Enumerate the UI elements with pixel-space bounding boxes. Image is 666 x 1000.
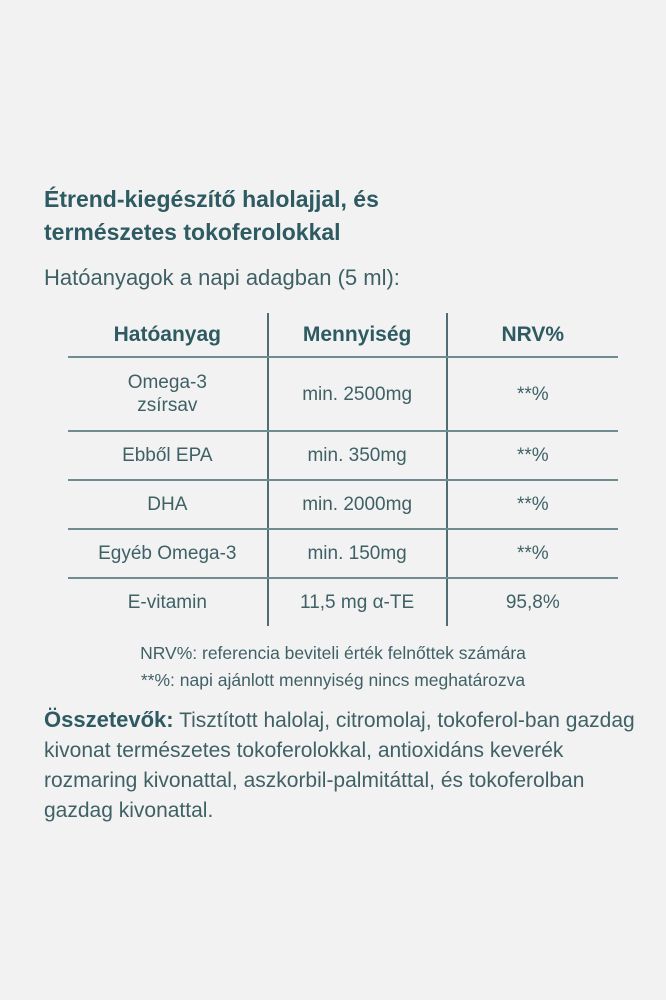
table-header-row <box>68 313 618 357</box>
footnote-stars: **%: napi ajánlott mennyiség nincs meghatározva <box>140 670 526 690</box>
cell-name: Ebből EPA <box>68 431 268 480</box>
table-row <box>68 578 618 626</box>
table-row <box>68 480 618 529</box>
ingredients-label: Összetevők: <box>44 707 174 732</box>
cell-nrv: 95,8% <box>447 578 618 626</box>
header-active-ingredient: Hatóanyag <box>68 313 268 357</box>
table-row <box>68 357 618 431</box>
cell-nrv: **% <box>447 431 618 480</box>
header-amount: Mennyiség <box>268 313 447 357</box>
header-nrv: NRV% <box>447 313 618 357</box>
cell-nrv: **% <box>447 480 618 529</box>
cell-amount: min. 350mg <box>268 431 447 480</box>
title-line-1: Étrend-kiegészítő halolajjal, és <box>44 186 379 212</box>
nutrition-table <box>68 313 618 626</box>
cell-nrv: **% <box>447 529 618 578</box>
title-line-2: természetes tokoferolokkal <box>44 219 341 245</box>
cell-name: E-vitamin <box>127 591 207 613</box>
ingredients-paragraph <box>44 705 644 826</box>
footnote-nrv: NRV%: referencia beviteli érték felnőttek számára <box>140 643 526 663</box>
cell-amount: min. 150mg <box>268 529 447 578</box>
product-title <box>44 183 379 249</box>
active-ingredients-subtitle: Hatóanyagok a napi adagban (5 ml): <box>44 265 400 290</box>
ingredients-text: Tisztított halolaj, citromolaj, tokoferol-ban gazdag kivonat természetes tokoferolokkal, antioxidáns keverék rozmaring kivonattal, aszkorbil-palmitáttal, és tokoferolban gazdag kivonattal. <box>44 709 635 822</box>
table-row <box>68 529 618 578</box>
cell-amount: min. 2500mg <box>268 357 447 431</box>
cell-amount: min. 2000mg <box>268 480 447 529</box>
footnotes <box>0 640 666 694</box>
cell-nrv: **% <box>447 357 618 431</box>
cell-amount: 11,5 mg α-TE <box>268 578 447 626</box>
cell-name: Egyéb Omega-3 <box>68 529 268 578</box>
cell-name: Omega-3 zsírsav <box>68 357 268 431</box>
table-row <box>68 431 618 480</box>
cell-name: DHA <box>68 480 268 529</box>
